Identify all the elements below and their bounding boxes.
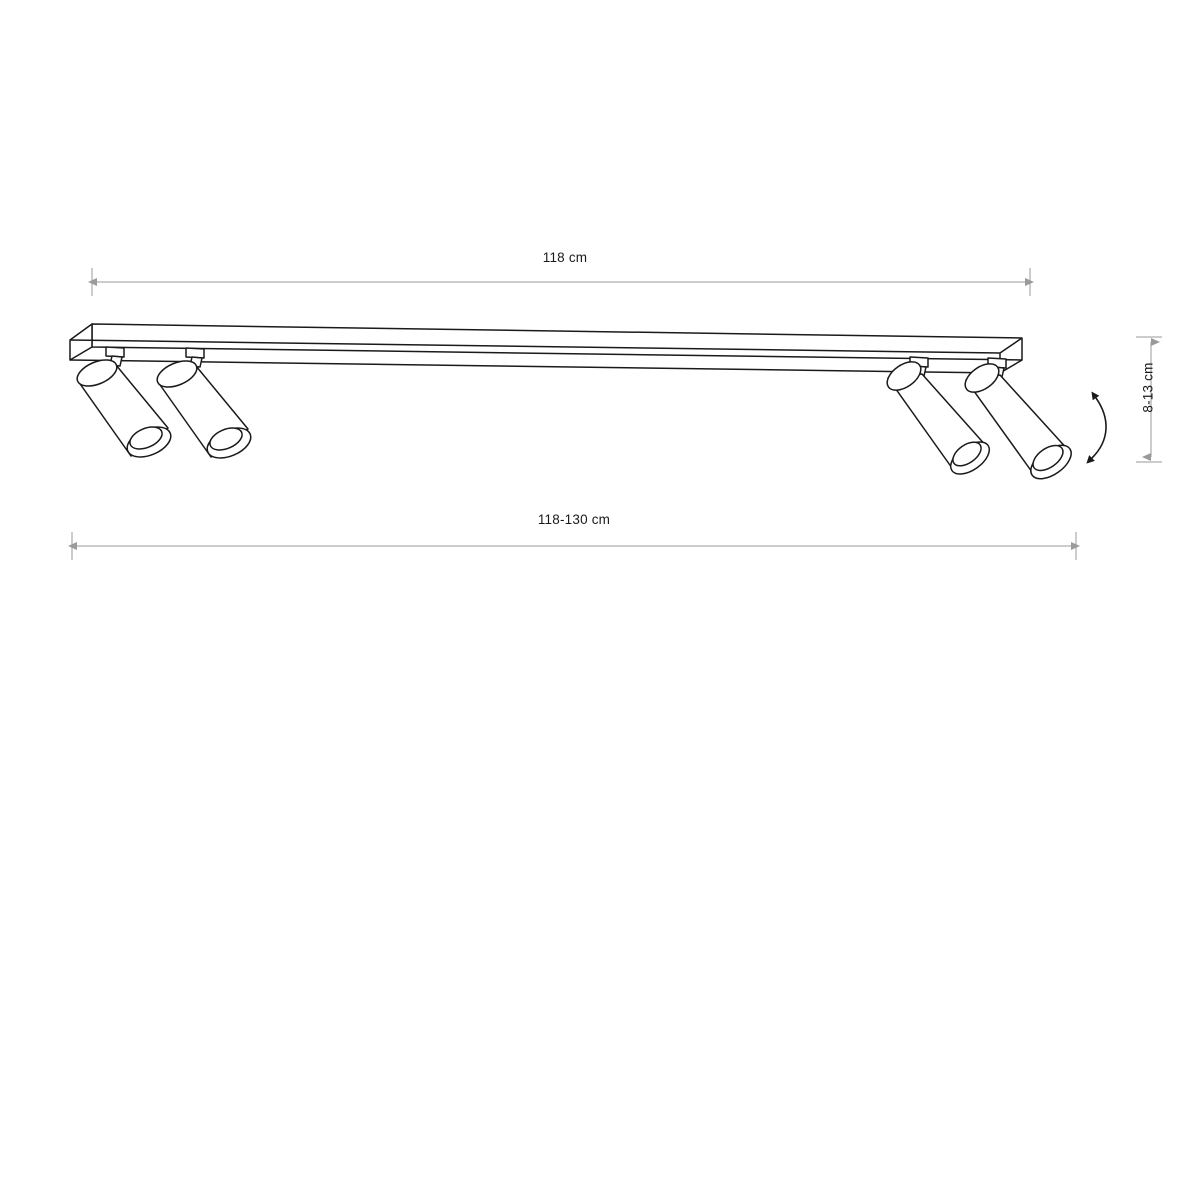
spot-2-bracket [186, 348, 204, 358]
right-dimension-label: 8-13 cm [1140, 362, 1156, 413]
bottom-dimension-line [72, 532, 1076, 560]
rotation-arc-arrow [1092, 398, 1106, 458]
mounting-bar [70, 324, 1022, 373]
spot-1-bracket [106, 347, 124, 357]
bottom-dimension-label: 118-130 cm [537, 512, 611, 527]
top-dimension-label: 118 cm [542, 250, 588, 265]
spot-2 [153, 348, 255, 464]
ceiling-bar-assembly [70, 324, 1077, 485]
spot-1 [73, 347, 175, 463]
top-dimension-line [92, 268, 1030, 296]
